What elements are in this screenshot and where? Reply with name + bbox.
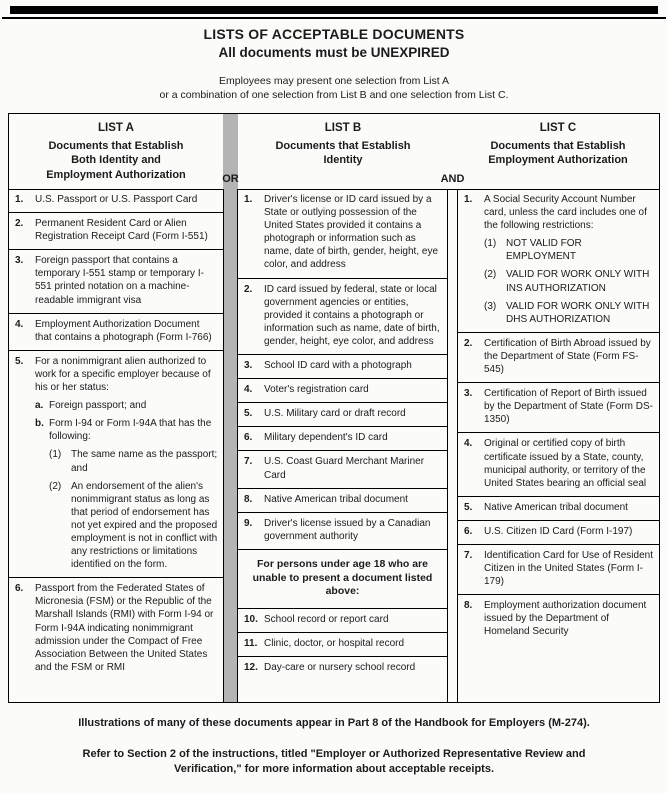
- list-c-column: [457, 114, 659, 702]
- item-text: A Social Security Account Number card, unless the card includes one of the following restrictions:: [484, 194, 647, 232]
- item-text: School record or report card: [264, 613, 389, 625]
- item-number: (1): [484, 238, 497, 250]
- list-item: [458, 333, 659, 383]
- sub-item: [35, 417, 220, 571]
- item-number: 5.: [15, 355, 24, 367]
- list-c-title: LIST C: [539, 122, 577, 134]
- item-number: 4.: [464, 438, 473, 450]
- item-text: U.S. Coast Guard Merchant Mariner Card: [264, 456, 425, 481]
- under-18-note-text: For persons under age 18 who are unable to present a document listed above:: [252, 557, 433, 598]
- list-a-header: [9, 114, 223, 189]
- item-number: 2.: [464, 337, 473, 349]
- heading-line: Identity: [323, 154, 363, 167]
- item-text: Native American tribal document: [484, 501, 628, 513]
- item-number: (2): [484, 269, 497, 281]
- list-item: [238, 427, 447, 451]
- item-number: 11.: [244, 637, 258, 649]
- item-text: Form I-94 or Form I-94A that has the following:: [49, 418, 212, 443]
- list-item: [9, 250, 223, 313]
- heading-line: Both Identity and: [71, 154, 161, 167]
- item-text: VALID FOR WORK ONLY WITH INS AUTHORIZATION: [506, 269, 650, 294]
- list-a-title: LIST A: [98, 122, 134, 134]
- or-label: OR: [222, 173, 239, 185]
- heading-line: Documents that Establish: [48, 140, 184, 152]
- item-text: Employment Authorization Document that contains a photograph (Form I-766): [35, 318, 212, 343]
- item-number: 9.: [244, 517, 253, 529]
- item-number: 6.: [244, 432, 253, 444]
- list-item: [238, 403, 447, 427]
- list-item: [9, 189, 223, 213]
- item-text: Native American tribal document: [264, 493, 408, 505]
- item-number: 8.: [244, 493, 253, 505]
- list-item: [238, 489, 447, 513]
- top-divider-thick: [10, 6, 658, 14]
- item-text: Clinic, doctor, or hospital record: [264, 637, 405, 649]
- documents-table: [8, 113, 660, 703]
- item-text: Certification of Birth Abroad issued by the Department of State (Form FS-545): [484, 337, 651, 376]
- list-item: [238, 451, 447, 488]
- or-strip-body: [223, 189, 238, 702]
- list-item: [9, 314, 223, 351]
- item-number: (1): [49, 449, 62, 461]
- sub-item: [35, 399, 220, 412]
- item-text: Day-care or nursery school record: [264, 661, 416, 673]
- list-b-title: LIST B: [324, 122, 362, 134]
- list-b-items: [238, 189, 448, 702]
- list-item: [458, 433, 659, 496]
- item-text: U.S. Passport or U.S. Passport Card: [35, 194, 198, 205]
- item-text: ID card issued by federal, state or local government agencies or entities, provided it contains a photograph or information such as name, date of birth, gender, height, eye color, and address: [264, 283, 440, 347]
- top-divider-thin: [2, 17, 666, 19]
- and-label: AND: [440, 173, 465, 185]
- item-text: Foreign passport that contains a temporary I-551 stamp or temporary I-551 printed notation on a machine-readable immigrant visa: [35, 255, 204, 306]
- item-text: The same name as the passport; and: [71, 449, 218, 474]
- item-number: 6.: [464, 525, 473, 537]
- item-text: An endorsement of the alien's nonimmigrant status as long as that period of endorsement has not yet expired and the proposed employment is not in conflict with any restrictions or limitations identified on the form.: [71, 480, 218, 571]
- item-text: Voter's registration card: [264, 384, 369, 396]
- list-a-items: [9, 189, 223, 702]
- item-text: Driver's license issued by a Canadian government authority: [264, 517, 431, 542]
- item-number: 6.: [15, 583, 24, 595]
- item-number: 3.: [464, 388, 473, 400]
- intro-line-2: or a combination of one selection from List B and one selection from List C.: [159, 88, 509, 101]
- sub-item: [484, 268, 656, 294]
- heading-line: Employment Authorization: [46, 168, 186, 181]
- footer-receipts-note: Refer to Section 2 of the instructions, titled "Employer or Authorized Representative Review and Verification," for more information about acceptable receipts.: [82, 748, 586, 776]
- item-number: 4.: [15, 318, 24, 330]
- sub-item: [49, 448, 220, 474]
- list-item: [238, 189, 447, 279]
- item-number: 1.: [15, 194, 24, 205]
- list-item: [458, 545, 659, 595]
- list-item: [458, 595, 659, 644]
- heading-line: Documents that Establish: [275, 140, 411, 152]
- list-item: [238, 279, 447, 355]
- heading-line: Documents that Establish: [490, 140, 626, 152]
- item-text: U.S. Citizen ID Card (Form I-197): [484, 525, 633, 537]
- item-text: Permanent Resident Card or Alien Registration Receipt Card (Form I-551): [35, 218, 208, 243]
- list-item: [458, 383, 659, 433]
- item-number: 5.: [244, 408, 253, 420]
- item-text: U.S. Military card or draft record: [264, 408, 406, 420]
- list-b-heading: [238, 139, 448, 168]
- item-text: Certification of Report of Birth issued by the Department of State (Form DS-1350): [484, 388, 653, 426]
- list-item: [238, 633, 447, 657]
- item-text: Original or certified copy of birth certificate issued by a State, county, municipal authority, or territory of the United States bearing an official seal: [484, 438, 647, 489]
- item-text: VALID FOR WORK ONLY WITH DHS AUTHORIZATION: [506, 300, 650, 325]
- list-c-heading: [457, 139, 659, 168]
- footer-handbook-note: Illustrations of many of these documents appear in Part 8 of the Handbook for Employers (M-274).: [78, 717, 590, 729]
- item-number: 4.: [244, 384, 253, 396]
- item-number: 10.: [244, 613, 258, 625]
- item-number: 3.: [244, 360, 253, 372]
- item-number: 2.: [15, 218, 24, 230]
- item-text: School ID card with a photograph: [264, 360, 412, 372]
- sub-item: [49, 480, 220, 572]
- list-item: [9, 578, 223, 680]
- item-number: 7.: [244, 456, 253, 468]
- item-number: 5.: [464, 501, 473, 513]
- item-number: (3): [484, 300, 497, 312]
- item-number: 7.: [464, 549, 473, 561]
- list-item: [238, 355, 447, 379]
- list-c-items: [457, 189, 659, 702]
- list-b-header: [238, 114, 448, 189]
- list-item: [238, 657, 447, 680]
- item-text: NOT VALID FOR EMPLOYMENT: [506, 238, 582, 263]
- list-item: [9, 351, 223, 578]
- item-text: Passport from the Federated States of Micronesia (FSM) or the Republic of the Marshall Islands (RMI) with Form I-94 or Form I-94A indicating nonimmigrant admission under the Compact of Free Association Between the United States and the FSM or RMI: [35, 583, 214, 673]
- list-a-column: [9, 114, 223, 702]
- heading-line: Employment Authorization: [488, 154, 628, 167]
- list-b-column: [238, 114, 448, 702]
- and-divider-gap: [440, 114, 465, 702]
- page-title: LISTS OF ACCEPTABLE DOCUMENTS: [203, 26, 465, 42]
- item-number: 3.: [15, 255, 24, 267]
- item-number: b.: [35, 418, 44, 430]
- item-number: 1.: [244, 194, 253, 205]
- item-text: Driver's license or ID card issued by a State or outlying possession of the United States provided it contains a photograph or information such as name, date of birth, gender, height, eye color, and address: [264, 194, 439, 271]
- item-text: For a nonimmigrant alien authorized to work for a specific employer because of his or her status:: [35, 355, 211, 394]
- list-item: [238, 609, 447, 633]
- page-subtitle: All documents must be UNEXPIRED: [218, 45, 450, 60]
- item-text: Identification Card for Use of Resident Citizen in the United States (Form I-179): [484, 549, 653, 588]
- item-text: Employment authorization document issued by the Department of Homeland Security: [484, 600, 647, 638]
- item-number: 2.: [244, 283, 253, 295]
- or-divider-strip: [223, 114, 238, 702]
- list-item: [238, 513, 447, 550]
- intro-text: [0, 75, 668, 102]
- list-a-heading: [9, 139, 223, 182]
- intro-line-1: Employees may present one selection from List A: [219, 75, 449, 87]
- list-item: [9, 213, 223, 250]
- list-item: [458, 189, 659, 333]
- sub-item: [484, 237, 656, 263]
- item-text: Foreign passport; and: [49, 400, 147, 412]
- sub-item: [484, 300, 656, 326]
- item-number: 12.: [244, 661, 258, 673]
- under-18-note: [238, 550, 447, 609]
- item-number: (2): [49, 480, 62, 492]
- list-item: [458, 521, 659, 545]
- item-number: 1.: [464, 194, 473, 205]
- list-c-header: [457, 114, 659, 189]
- list-item: [458, 497, 659, 521]
- item-number: 8.: [464, 600, 473, 612]
- list-item: [238, 379, 447, 403]
- item-number: a.: [35, 400, 44, 412]
- item-text: Military dependent's ID card: [264, 432, 388, 444]
